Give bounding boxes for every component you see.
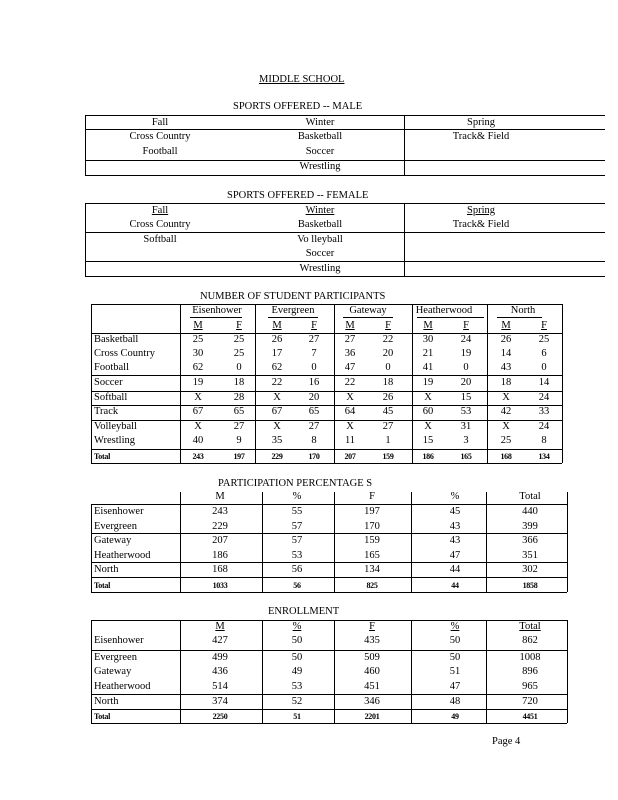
cell-value: 159 [364,535,380,546]
school-name: Heatherwood [94,681,151,692]
school-header: Eisenhower [192,305,242,316]
page-number: Page 4 [492,736,521,747]
participant-count: 1 [385,435,391,446]
participant-count: 41 [422,362,434,373]
gender-header: F [236,320,242,331]
school-name: Eisenhower [94,506,144,517]
participant-count: 21 [422,348,434,359]
cell-value: 57 [291,521,303,532]
cell-value: 165 [364,550,380,561]
participant-count: X [346,421,354,432]
cell-value: 43 [449,535,461,546]
male-winter-item: Soccer [305,146,335,157]
total-count: 186 [422,452,434,461]
row-label: Softball [94,392,128,403]
participant-count: 25 [233,334,245,345]
column-header: M [215,621,225,632]
participant-count: 30 [192,348,204,359]
participant-count: 53 [460,406,472,417]
cell-value: 57 [291,535,303,546]
total-count: 207 [344,452,356,461]
participant-count: 14 [500,348,512,359]
school-name: Gateway [94,666,132,677]
participant-count: 11 [344,435,356,446]
participants-title: NUMBER OF STUDENT PARTICIPANTS [200,291,386,302]
school-name: Eisenhower [94,635,144,646]
participant-count: X [273,392,281,403]
total-value: 825 [366,581,378,590]
total-value: 2250 [212,712,228,721]
participant-count: 60 [422,406,434,417]
participant-count: 40 [192,435,204,446]
participant-count: 24 [538,392,550,403]
total-value: 51 [293,712,301,721]
total-count: 168 [500,452,512,461]
cell-value: 134 [364,564,380,575]
participant-count: 67 [271,406,283,417]
cell-value: 47 [449,550,461,561]
participant-count: 16 [308,377,320,388]
participant-count: 19 [192,377,204,388]
total-value: 4451 [522,712,538,721]
cell-value: 374 [212,696,228,707]
participant-count: 24 [538,421,550,432]
participant-count: 25 [233,348,245,359]
male-header-fall: Fall [151,117,169,128]
column-header: % [292,491,302,502]
male-header-winter: Winter [305,117,335,128]
cell-value: 436 [212,666,228,677]
total-value: 1033 [212,581,228,590]
participant-count: 18 [382,377,394,388]
cell-value: 53 [291,681,303,692]
row-label: Cross Country [94,348,155,359]
school-header: North [510,305,536,316]
school-header: Gateway [349,305,387,316]
participant-count: 27 [308,421,320,432]
participant-count: X [502,421,510,432]
female-fall-item: Softball [143,234,177,245]
total-value: 56 [293,581,301,590]
female-winter-item: Basketball [297,219,343,230]
cell-value: 197 [364,506,380,517]
participant-count: 25 [192,334,204,345]
participant-count: 22 [271,377,283,388]
participant-count: 31 [460,421,472,432]
total-count: 170 [308,452,320,461]
participant-count: 25 [500,435,512,446]
participant-count: 0 [541,362,547,373]
female-header-spring: Spring [466,205,495,216]
school-name: Gateway [94,535,132,546]
column-header: % [450,491,460,502]
male-fall-item: Cross Country [129,131,191,142]
row-label: Volleyball [94,421,137,432]
cell-value: 366 [522,535,538,546]
participant-count: 18 [500,377,512,388]
school-name: Heatherwood [94,550,151,561]
participant-count: 0 [236,362,242,373]
cell-value: 440 [522,506,538,517]
participant-count: 42 [500,406,512,417]
cell-value: 49 [291,666,303,677]
enrollment-title: ENROLLMENT [268,606,340,617]
total-count: 159 [382,452,394,461]
total-value: 1858 [522,581,538,590]
participant-count: 22 [382,334,394,345]
participant-count: 26 [500,334,512,345]
sports-female-title: SPORTS OFFERED -- FEMALE [227,190,369,201]
cell-value: 168 [212,564,228,575]
total-label: Total [94,712,110,721]
school-name: North [94,696,119,707]
cell-value: 862 [522,635,538,646]
cell-value: 435 [364,635,380,646]
total-count: 229 [271,452,283,461]
participant-count: 65 [308,406,320,417]
female-winter-item: Soccer [305,248,335,259]
total-count: 197 [233,452,245,461]
participant-count: 8 [311,435,317,446]
cell-value: 186 [212,550,228,561]
cell-value: 52 [291,696,303,707]
gender-header: F [541,320,547,331]
column-header: % [292,621,302,632]
total-count: 243 [192,452,204,461]
cell-value: 50 [291,652,303,663]
participant-count: 43 [500,362,512,373]
school-name: North [94,564,119,575]
cell-value: 47 [449,681,461,692]
female-header-fall: Fall [151,205,169,216]
cell-value: 43 [449,521,461,532]
cell-value: 302 [522,564,538,575]
participant-count: 0 [385,362,391,373]
column-header: F [369,491,375,502]
participant-count: 30 [422,334,434,345]
row-label: Track [94,406,119,417]
participant-count: 9 [236,435,242,446]
female-winter-item: Wrestling [299,263,341,274]
cell-value: 1008 [519,652,541,663]
total-count: 165 [460,452,472,461]
percentages-title: PARTICIPATION PERCENTAGE S [218,478,373,489]
participant-count: 35 [271,435,283,446]
participant-count: X [273,421,281,432]
participant-count: 25 [538,334,550,345]
total-value: 2201 [364,712,380,721]
participant-count: 64 [344,406,356,417]
gender-header: M [272,320,282,331]
cell-value: 460 [364,666,380,677]
participant-count: 62 [271,362,283,373]
cell-value: 50 [449,652,461,663]
participant-count: 45 [382,406,394,417]
participant-count: 62 [192,362,204,373]
participant-count: 26 [382,392,394,403]
total-value: 44 [451,581,459,590]
participant-count: 27 [344,334,356,345]
participant-count: 20 [460,377,472,388]
participant-count: 17 [271,348,283,359]
participant-count: X [194,392,202,403]
cell-value: 509 [364,652,380,663]
cell-value: 51 [449,666,461,677]
participant-count: 0 [311,362,317,373]
sports-male-title: SPORTS OFFERED -- MALE [233,101,363,112]
school-name: Evergreen [94,521,137,532]
school-header: Evergreen [271,305,315,316]
cell-value: 965 [522,681,538,692]
column-header: M [215,491,225,502]
participant-count: 24 [460,334,472,345]
participant-count: 47 [344,362,356,373]
cell-value: 56 [291,564,303,575]
gender-header: M [193,320,203,331]
participant-count: X [194,421,202,432]
column-header: % [450,621,460,632]
school-header: Heatherwood [415,305,473,316]
male-fall-item: Football [142,146,178,157]
cell-value: 720 [522,696,538,707]
cell-value: 53 [291,550,303,561]
participant-count: 67 [192,406,204,417]
cell-value: 514 [212,681,228,692]
gender-header: F [385,320,391,331]
participant-count: X [424,421,432,432]
participant-count: 26 [271,334,283,345]
participant-count: 19 [422,377,434,388]
gender-header: F [463,320,469,331]
cell-value: 346 [364,696,380,707]
participant-count: 27 [308,334,320,345]
row-label: Basketball [94,334,139,345]
participant-count: 18 [233,377,245,388]
cell-value: 44 [449,564,461,575]
row-label: Soccer [94,377,123,388]
participant-count: 28 [233,392,245,403]
cell-value: 896 [522,666,538,677]
cell-value: 170 [364,521,380,532]
participant-count: 36 [344,348,356,359]
cell-value: 45 [449,506,461,517]
participant-count: 33 [538,406,550,417]
school-name: Evergreen [94,652,137,663]
cell-value: 427 [212,635,228,646]
gender-header: M [423,320,433,331]
gender-header: M [501,320,511,331]
gender-header: F [311,320,317,331]
column-header: Total [519,491,541,502]
participant-count: X [424,392,432,403]
participant-count: 15 [422,435,434,446]
participant-count: 6 [541,348,547,359]
female-header-winter: Winter [305,205,335,216]
page-title: MIDDLE SCHOOL [259,74,345,85]
cell-value: 229 [212,521,228,532]
female-winter-item: Vo lleyball [297,234,343,245]
total-label: Total [94,581,110,590]
participant-count: 27 [233,421,245,432]
column-header: F [369,621,375,632]
participant-count: 20 [308,392,320,403]
column-header: Total [519,621,541,632]
total-count: 134 [538,452,550,461]
participant-count: 0 [463,362,469,373]
participant-count: X [502,392,510,403]
participant-count: 27 [382,421,394,432]
cell-value: 207 [212,535,228,546]
row-label: Wrestling [94,435,135,446]
cell-value: 351 [522,550,538,561]
participant-count: 14 [538,377,550,388]
participant-count: 7 [311,348,317,359]
male-winter-item: Basketball [297,131,343,142]
cell-value: 243 [212,506,228,517]
participant-count: 65 [233,406,245,417]
cell-value: 399 [522,521,538,532]
total-value: 49 [451,712,459,721]
female-fall-item: Cross Country [129,219,191,230]
participant-count: 3 [463,435,469,446]
cell-value: 48 [449,696,461,707]
cell-value: 50 [291,635,303,646]
cell-value: 451 [364,681,380,692]
participant-count: 20 [382,348,394,359]
male-spring-item: Track& Field [452,131,510,142]
cell-value: 499 [212,652,228,663]
participant-count: 8 [541,435,547,446]
participant-count: 19 [460,348,472,359]
male-winter-item: Wrestling [299,161,341,172]
participant-count: 15 [460,392,472,403]
gender-header: M [345,320,355,331]
female-spring-item: Track& Field [452,219,510,230]
total-label: Total [94,452,110,461]
row-label: Football [94,362,130,373]
participant-count: 22 [344,377,356,388]
cell-value: 55 [291,506,303,517]
male-header-spring: Spring [466,117,495,128]
participant-count: X [346,392,354,403]
cell-value: 50 [449,635,461,646]
